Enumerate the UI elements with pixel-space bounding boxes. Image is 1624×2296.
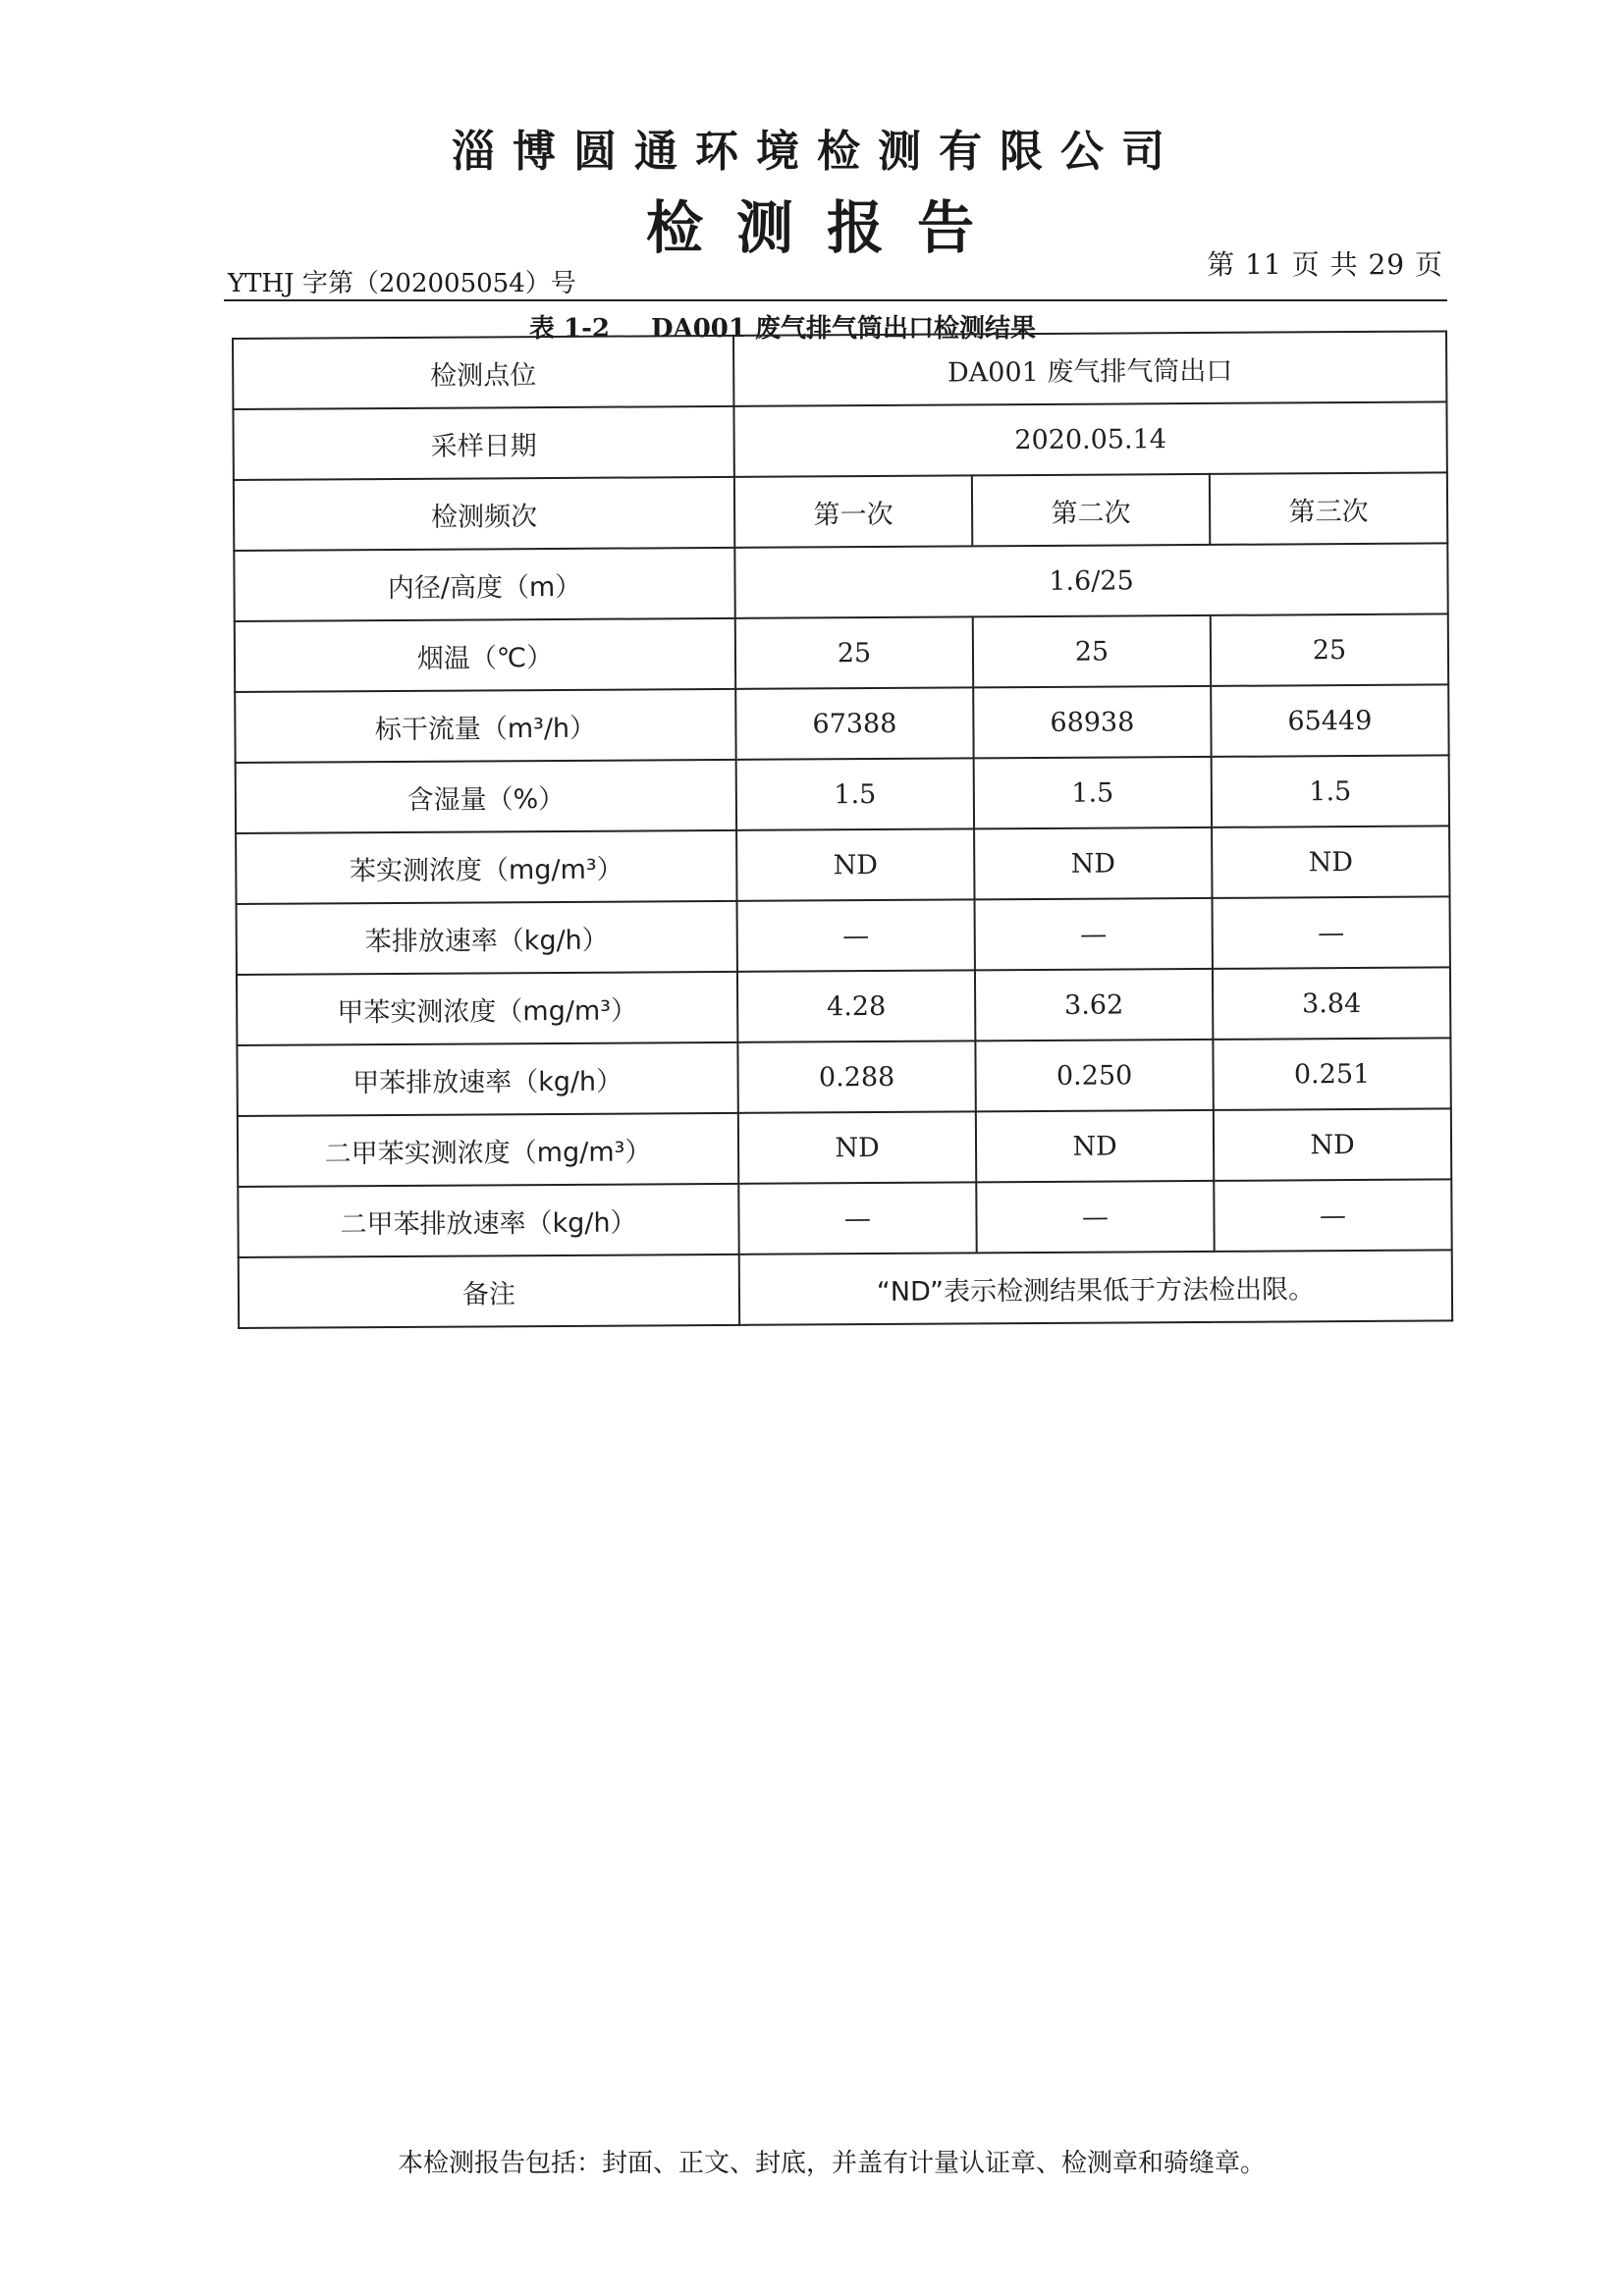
cell-value: ND <box>738 1111 976 1183</box>
row-label: 检测频次 <box>234 477 734 551</box>
cell-value: 第二次 <box>972 474 1210 546</box>
row-label: 烟温（℃） <box>235 618 735 692</box>
row-label: 苯实测浓度（mg/m³） <box>236 830 736 904</box>
cell-value: 25 <box>735 616 973 688</box>
table-row <box>235 684 1448 763</box>
cell-value: — <box>1213 896 1450 968</box>
footer-note: 本检测报告包括：封面、正文、封底，并盖有计量认证章、检测章和骑缝章。 <box>397 2149 1266 2178</box>
cell-value: 67388 <box>735 687 973 759</box>
cell-value: ND <box>1212 826 1449 897</box>
cell-value: 25 <box>1211 614 1448 685</box>
cell-value: — <box>1214 1179 1451 1251</box>
table-row <box>233 331 1446 409</box>
cell-value: 3.62 <box>975 969 1213 1041</box>
row-label: 甲苯排放速率（kg/h） <box>237 1042 737 1116</box>
page-indicator: 第 11 页 共 29 页 <box>1207 248 1443 281</box>
row-label: 采样日期 <box>233 406 733 480</box>
cell-value: 1.5 <box>974 757 1212 828</box>
cell-value: 1.5 <box>736 758 974 829</box>
table-row <box>234 543 1447 621</box>
cell-value: — <box>737 899 975 971</box>
row-label: 含湿量（%） <box>236 760 736 833</box>
cell-value: ND <box>736 828 974 900</box>
table-row <box>236 755 1449 833</box>
table-row <box>236 826 1449 904</box>
row-label: 二甲苯排放速率（kg/h） <box>238 1184 738 1257</box>
cell-value: 1.5 <box>1212 755 1449 827</box>
cell-value: 0.288 <box>737 1041 975 1112</box>
table-row <box>235 614 1448 692</box>
report-title: 检测报告 <box>645 194 1007 261</box>
cell-value: 3.84 <box>1213 967 1450 1039</box>
remark-text: “ND”表示检测结果低于方法检出限。 <box>739 1250 1452 1324</box>
results-table <box>232 330 1453 1329</box>
row-value: 2020.05.14 <box>733 401 1446 476</box>
table-row <box>233 401 1446 480</box>
cell-value: — <box>976 1181 1214 1253</box>
row-label: 二甲苯实测浓度（mg/m³） <box>238 1113 738 1187</box>
cell-value: 65449 <box>1211 684 1448 756</box>
cell-value: 68938 <box>973 686 1211 758</box>
row-label: 甲苯实测浓度（mg/m³） <box>237 972 737 1045</box>
row-label: 苯排放速率（kg/h） <box>237 901 737 975</box>
row-label: 标干流量（m³/h） <box>235 689 735 763</box>
cell-value: 0.250 <box>975 1040 1213 1111</box>
row-label: 检测点位 <box>233 336 733 409</box>
table-row <box>234 472 1447 551</box>
cell-value: — <box>975 898 1213 970</box>
company-name: 淄博圆通环境检测有限公司 <box>452 127 1182 177</box>
report-number: YTHJ 字第（202005054）号 <box>228 269 576 298</box>
table-row <box>237 896 1450 975</box>
cell-value: 第三次 <box>1210 472 1447 544</box>
table-row <box>238 1179 1451 1257</box>
cell-value: — <box>738 1182 976 1254</box>
row-label: 备注 <box>239 1255 739 1328</box>
cell-value: ND <box>974 828 1212 899</box>
cell-value: 25 <box>973 615 1211 687</box>
table-row <box>238 1108 1451 1187</box>
table-row <box>237 967 1450 1045</box>
row-value: DA001 废气排气筒出口 <box>733 331 1446 405</box>
row-value: 1.6/25 <box>734 543 1447 617</box>
cell-value: 4.28 <box>737 970 975 1041</box>
header-divider <box>224 299 1447 301</box>
cell-value: ND <box>1214 1108 1451 1180</box>
cell-value: ND <box>976 1110 1214 1182</box>
table-caption-number: 表 1-2 <box>528 314 610 344</box>
table-caption-title: DA001 废气排气筒出口检测结果 <box>650 314 1037 344</box>
row-label: 内径/高度（m） <box>234 548 734 621</box>
cell-value: 第一次 <box>734 475 972 547</box>
cell-value: 0.251 <box>1213 1038 1450 1109</box>
table-row <box>239 1250 1452 1328</box>
table-row <box>237 1038 1450 1116</box>
